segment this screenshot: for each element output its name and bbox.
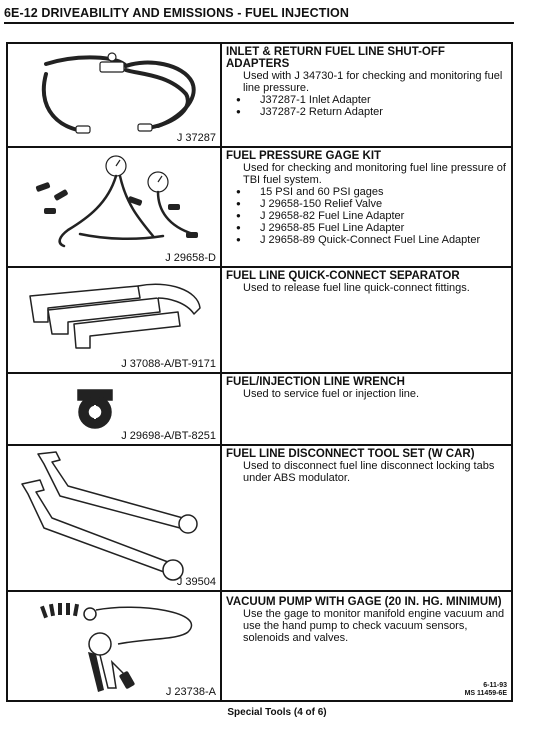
tool-number: J 37088-A/BT-9171 [121, 358, 216, 370]
tool-components [226, 94, 508, 118]
tool-description [226, 596, 508, 644]
tool-title: VACUUM PUMP WITH GAGE (20 IN. HG. MINIMUM) [226, 596, 502, 608]
tool-usage: Used to release fuel line quick-connect fittings. [243, 282, 470, 294]
tool-number: J 39504 [176, 576, 216, 588]
publication-number: MS 11459-6E [464, 690, 507, 697]
tool-usage: Used to service fuel or injection line. [243, 388, 420, 400]
tool-row [8, 44, 511, 148]
tool-illustration [8, 446, 222, 590]
component-item: ● 15 PSI and 60 PSI gages [252, 186, 508, 198]
publication-date: 6-11-93 [483, 682, 507, 689]
component-item: ● J 29658-85 Fuel Line Adapter [252, 222, 508, 234]
tool-usage: Use the gage to monitor manifold engine vacuum and use the hand pump to check vacuum sensors, solenoids and valves. [243, 608, 505, 644]
tool-illustration [8, 374, 222, 444]
tool-row [8, 592, 511, 700]
component-item: ● J37287-2 Return Adapter [252, 106, 508, 118]
tool-usage: Used for checking and monitoring fuel line pressure of TBI fuel system. [243, 162, 506, 186]
tool-description [226, 448, 508, 484]
tool-description [226, 46, 508, 118]
tool-illustration [8, 148, 222, 266]
figure-caption: Special Tools (4 of 6) [227, 707, 327, 718]
tool-illustration [8, 592, 222, 700]
tool-title: FUEL LINE DISCONNECT TOOL SET (W CAR) [226, 448, 475, 460]
tool-number: J 29658-D [165, 252, 216, 264]
tool-title: FUEL PRESSURE GAGE KIT [226, 150, 382, 162]
tool-illustration [8, 44, 222, 146]
tool-components [226, 186, 508, 246]
tool-usage: Used to disconnect fuel line disconnect locking tabs under ABS modulator. [243, 460, 495, 484]
special-tools-table [6, 42, 513, 702]
tool-description [226, 376, 508, 400]
quick-connect-separator-drawing [8, 268, 220, 372]
gage-kit-drawing [8, 148, 220, 266]
publication-code [465, 682, 507, 698]
tool-number: J 23738-A [165, 686, 216, 698]
component-item: ● J 29658-89 Quick-Connect Fuel Line Adapter [252, 234, 508, 246]
tool-title: FUEL LINE QUICK-CONNECT SEPARATOR [226, 270, 460, 282]
tool-number: J 29698-A/BT-8251 [121, 430, 216, 442]
shutoff-adapters-drawing [8, 44, 220, 146]
tool-number: J 37287 [176, 132, 216, 144]
tool-title: INLET & RETURN FUEL LINE SHUT-OFF ADAPTERS [226, 46, 445, 70]
tool-row [8, 374, 511, 446]
tool-illustration [8, 268, 222, 372]
disconnect-tool-set-drawing [8, 446, 220, 590]
component-item: ● J 29658-150 Relief Valve [252, 198, 508, 210]
component-item: ● J37287-1 Inlet Adapter [252, 94, 508, 106]
tool-title: FUEL/INJECTION LINE WRENCH [226, 376, 405, 388]
vacuum-pump-drawing [8, 592, 220, 700]
tool-description [226, 270, 508, 294]
page-header: 6E-12 DRIVEABILITY AND EMISSIONS - FUEL INJECTION [4, 6, 349, 20]
tool-row [8, 148, 511, 268]
tool-description [226, 150, 508, 246]
header-rule [4, 22, 514, 24]
tool-usage: Used with J 34730-1 for checking and monitoring fuel line pressure. [243, 70, 503, 94]
component-item: ● J 29658-82 Fuel Line Adapter [252, 210, 508, 222]
tool-row [8, 268, 511, 374]
tool-row [8, 446, 511, 592]
